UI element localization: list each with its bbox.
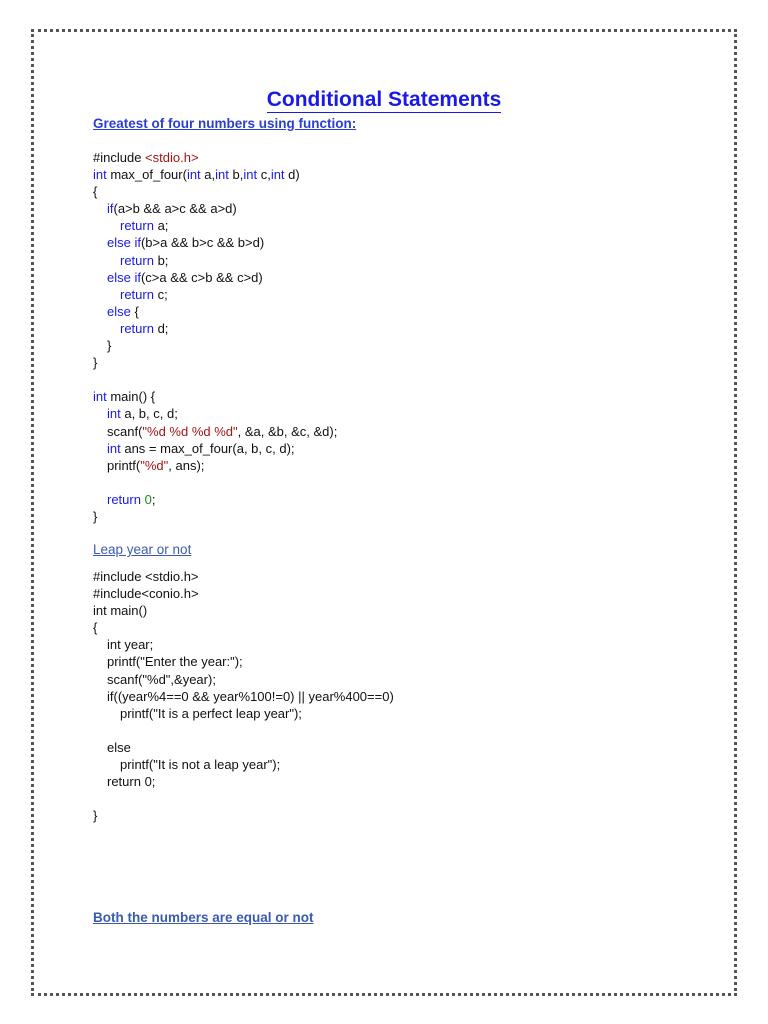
code-line: else if(c>a && c>b && c>d) (107, 269, 263, 285)
code-line-blank (93, 722, 394, 739)
code-line: printf("%d", ans); (107, 457, 205, 473)
code-line: return 0; (107, 491, 156, 507)
code-line: else if(b>a && b>c && b>d) (107, 235, 265, 251)
page-title: Conditional Statements (266, 88, 502, 111)
code-line: } (93, 808, 98, 824)
section-heading-leap-year: Leap year or not (93, 542, 192, 557)
code-line: #include <stdio.h> (93, 150, 199, 165)
code-line-blank (93, 790, 394, 807)
code-line: return a; (120, 218, 169, 234)
code-line: else { (107, 303, 139, 319)
code-line: if((year%4==0 && year%100!=0) || year%400==0) (107, 688, 394, 704)
code-line: { (93, 620, 98, 636)
code-line: int main() (93, 603, 148, 619)
code-line: int main() { (93, 389, 156, 405)
code-line: else (107, 739, 131, 755)
code-line: int ans = max_of_four(a, b, c, d); (107, 440, 295, 456)
code-line: printf("It is a perfect leap year"); (120, 705, 302, 721)
code-line: #include <stdio.h> (93, 569, 199, 584)
code-line-blank (93, 474, 337, 491)
code-line: #include<conio.h> (93, 586, 199, 602)
section-heading-numbers-equal: Both the numbers are equal or not (93, 910, 314, 925)
code-line: int year; (107, 637, 154, 653)
code-line: } (93, 355, 98, 371)
code-line: if(a>b && a>c && a>d) (107, 201, 237, 217)
code-line: scanf("%d %d %d %d", &a, &b, &c, &d); (107, 423, 338, 439)
code-line: } (107, 338, 112, 354)
code-line: printf("Enter the year:"); (107, 654, 243, 670)
code-line: return b; (120, 252, 169, 268)
code-block-greatest-of-four (93, 149, 337, 525)
code-line: scanf("%d",&year); (107, 671, 216, 687)
section-heading-greatest-of-four: Greatest of four numbers using function: (93, 116, 357, 131)
code-line: int a, b, c, d; (107, 406, 178, 422)
code-line: return c; (120, 286, 168, 302)
code-line: int max_of_four(int a,int b,int c,int d) (93, 167, 300, 183)
code-line-blank (93, 371, 337, 388)
code-line: return 0; (107, 774, 156, 790)
code-block-leap-year (93, 568, 394, 824)
code-line: } (93, 508, 98, 524)
code-line: return d; (120, 320, 169, 336)
code-line: printf("It is not a leap year"); (120, 757, 281, 773)
code-line: { (93, 184, 98, 200)
